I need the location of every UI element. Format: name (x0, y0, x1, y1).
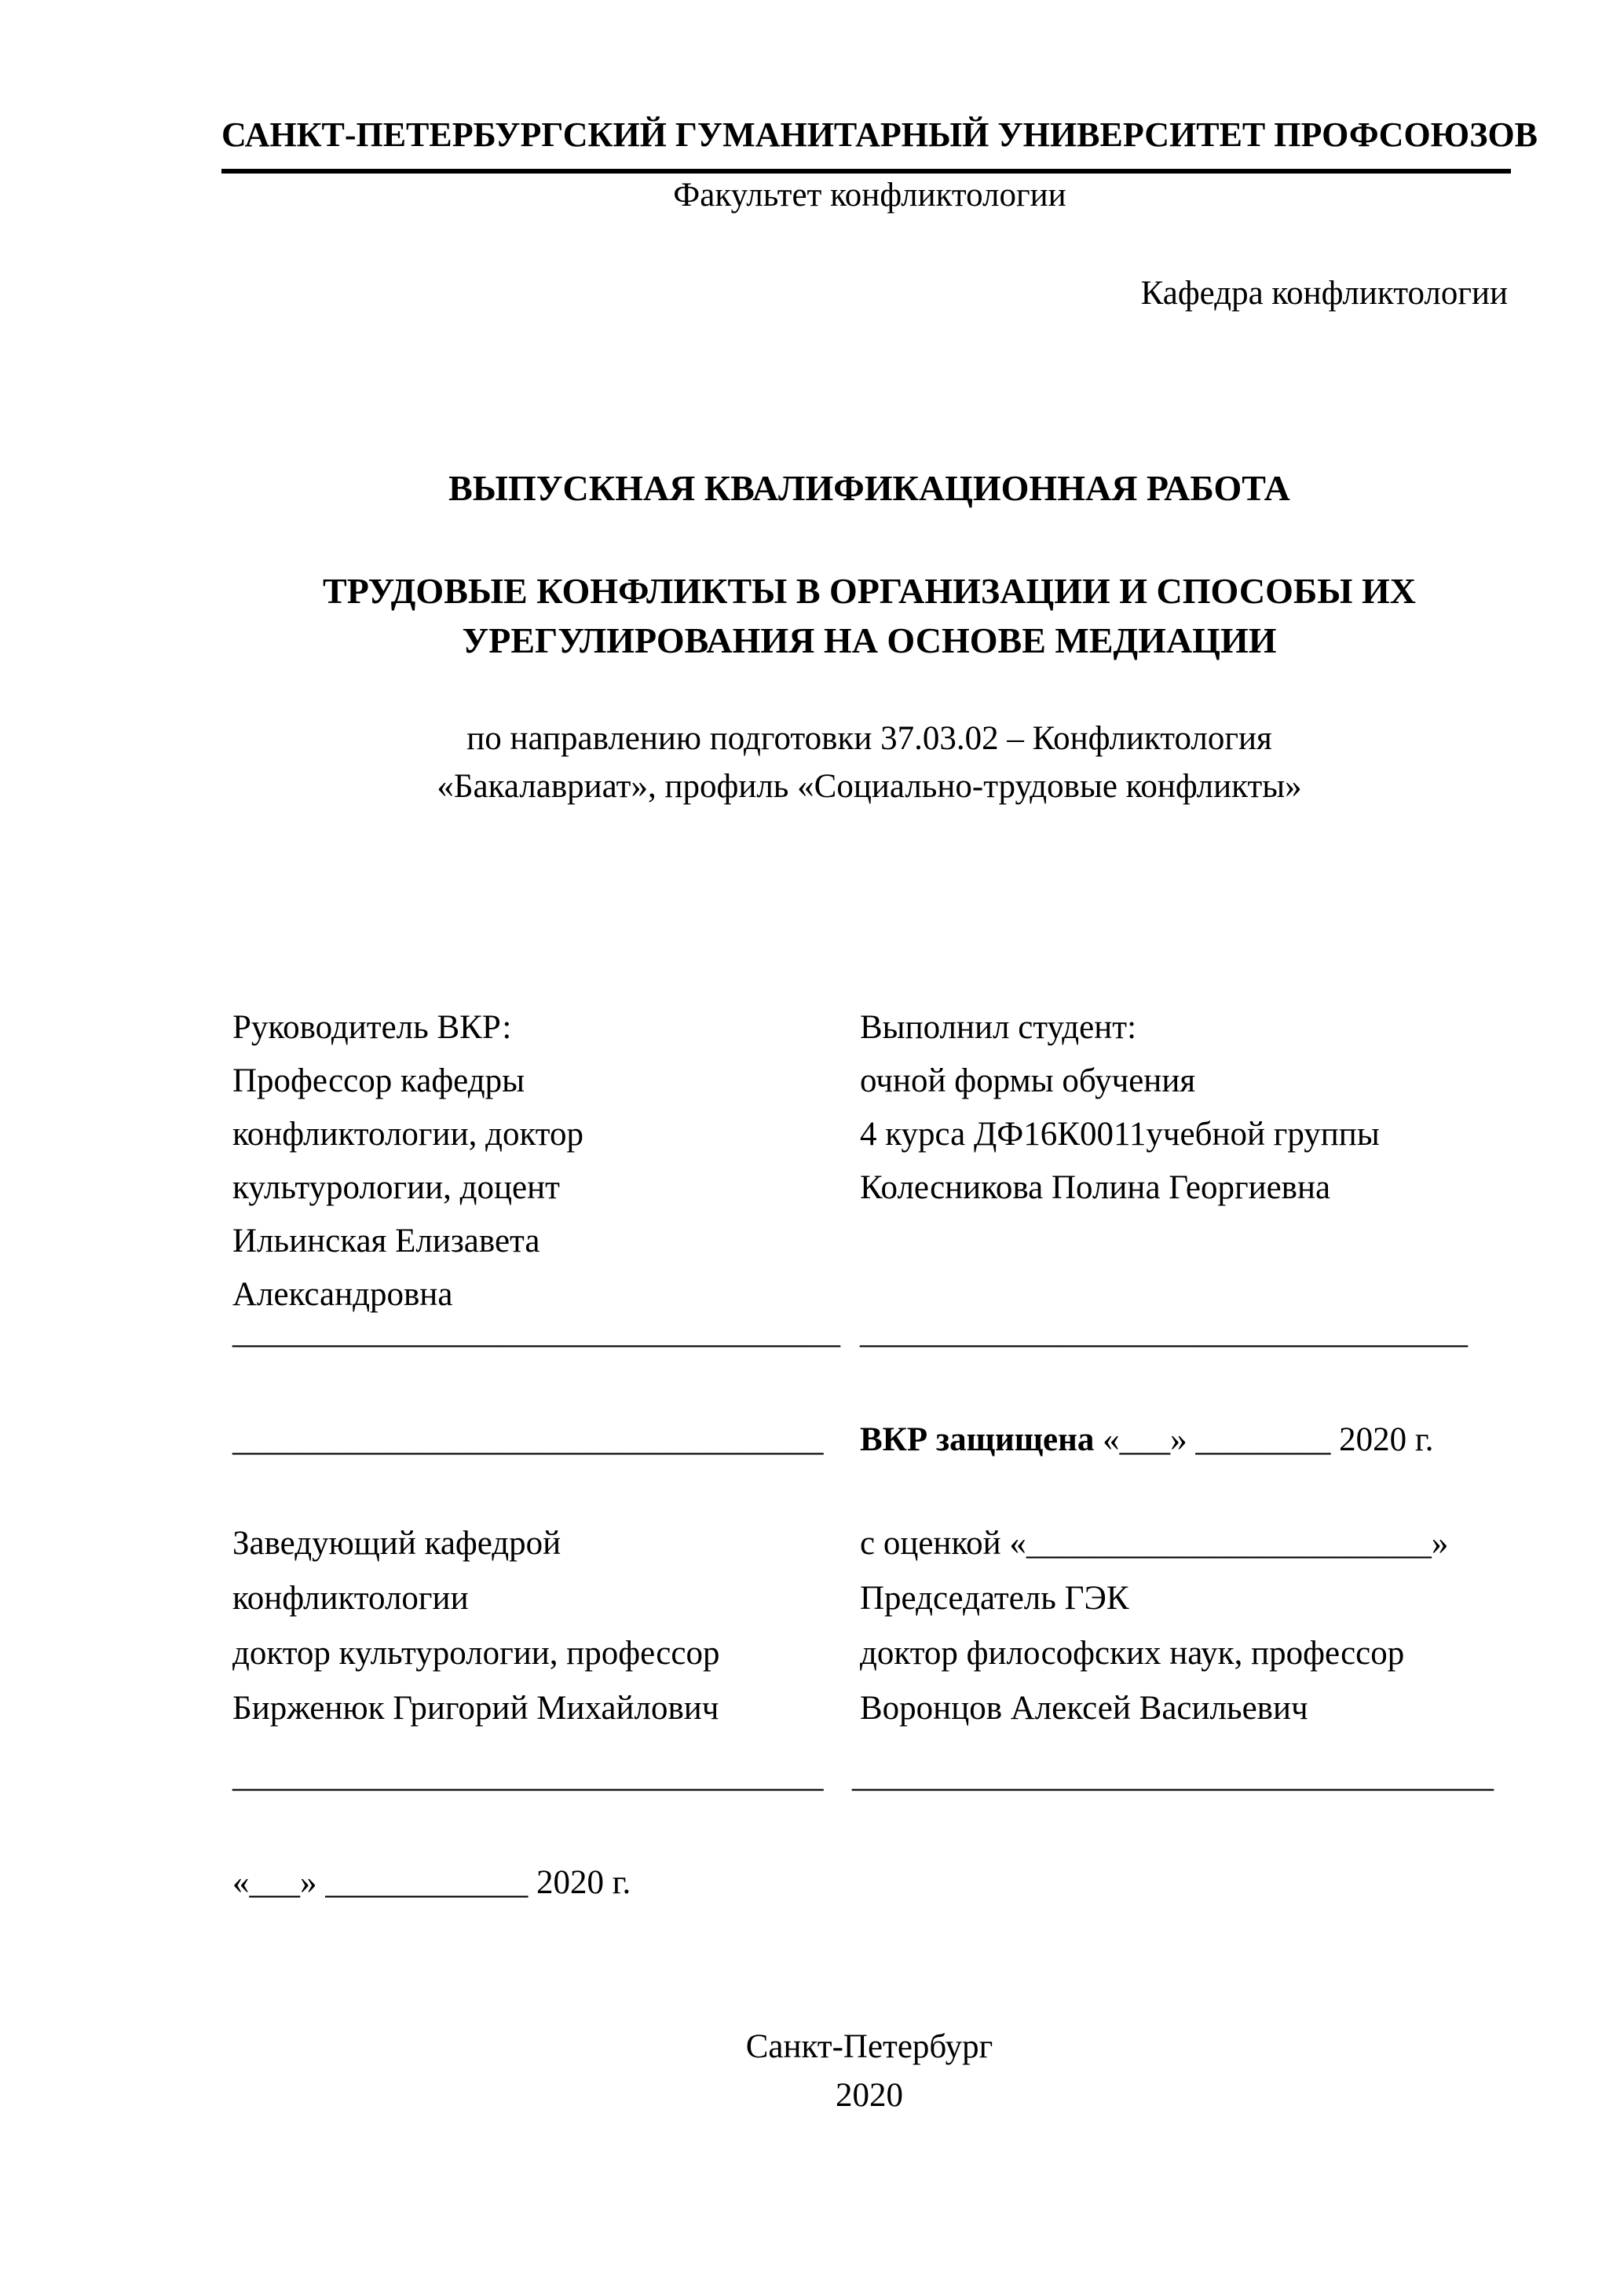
footer-year: 2020 (836, 2077, 903, 2114)
supervisor-block (232, 1001, 853, 1322)
head-role-line-2: конфликтологии (232, 1580, 469, 1617)
work-type-heading: ВЫПУСКНАЯ КВАЛИФИКАЦИОННАЯ РАБОТА (448, 468, 1290, 508)
grade-blank-line: с оценкой «________________________» (860, 1525, 1449, 1562)
footer-block (174, 2023, 1564, 2120)
supervisor-position-line-1: Профессор кафедры (232, 1062, 525, 1099)
program-info (174, 715, 1564, 810)
student-signature-line: ____________________________________ (860, 1314, 1468, 1351)
student-group: 4 курса ДФ16К0011учебной группы (860, 1116, 1380, 1153)
gek-chair-block (860, 1516, 1512, 1736)
department-name: Кафедра конфликтологии (1140, 275, 1508, 312)
date-blank-line: «___» ____________ 2020 г. (232, 1864, 631, 1901)
supervisor-role-label: Руководитель ВКР: (232, 1009, 512, 1046)
student-study-form: очной формы обучения (860, 1062, 1196, 1099)
program-profile: «Бакалавриат», профиль «Социально-трудовые конфликты» (437, 768, 1302, 805)
second-left-signature-line: ___________________________________ (232, 1421, 824, 1458)
head-role-line-1: Заведующий кафедрой (232, 1525, 561, 1562)
gek-signature-line: ______________________________________ (852, 1757, 1494, 1794)
supervisor-position-line-2: конфликтологии, доктор (232, 1116, 584, 1153)
gek-chair-name: Воронцов Алексей Васильевич (860, 1690, 1308, 1727)
faculty-name: Факультет конфликтологии (673, 177, 1066, 214)
supervisor-signature-line: ____________________________________ (232, 1314, 840, 1351)
student-role-label: Выполнил студент: (860, 1009, 1137, 1046)
gek-chair-role: Председатель ГЭК (860, 1580, 1129, 1617)
thesis-title (174, 566, 1564, 665)
head-name: Бирженюк Григорий Михайлович (232, 1690, 719, 1727)
supervisor-position-line-3: культурологии, доцент (232, 1169, 560, 1206)
header-rule (221, 169, 1511, 174)
gek-chair-position: доктор философских наук, профессор (860, 1635, 1405, 1672)
university-name: САНКТ-ПЕТЕРБУРГСКИЙ ГУМАНИТАРНЫЙ УНИВЕРСИТЕТ ПРОФСОЮЗОВ (221, 115, 1538, 154)
defense-statement (860, 1413, 1433, 1467)
supervisor-name-line-2: Александровна (232, 1276, 453, 1313)
defense-label: ВКР защищена (860, 1421, 1095, 1458)
defense-date-blank: «___» ________ 2020 г. (1094, 1421, 1434, 1458)
student-block (860, 1001, 1512, 1215)
thesis-title-line-2: УРЕГУЛИРОВАНИЯ НА ОСНОВЕ МЕДИАЦИИ (462, 620, 1277, 660)
student-name: Колесникова Полина Георгиевна (860, 1169, 1331, 1206)
head-signature-line: ___________________________________ (232, 1757, 824, 1794)
head-position: доктор культурологии, профессор (232, 1635, 720, 1672)
head-of-department-block (232, 1516, 853, 1736)
thesis-title-line-1: ТРУДОВЫЕ КОНФЛИКТЫ В ОРГАНИЗАЦИИ И СПОСОБЫ ИХ (323, 571, 1416, 611)
footer-city: Санкт-Петербург (745, 2028, 993, 2065)
supervisor-name-line-1: Ильинская Елизавета (232, 1223, 540, 1260)
program-direction: по направлению подготовки 37.03.02 – Конфликтология (466, 720, 1272, 757)
